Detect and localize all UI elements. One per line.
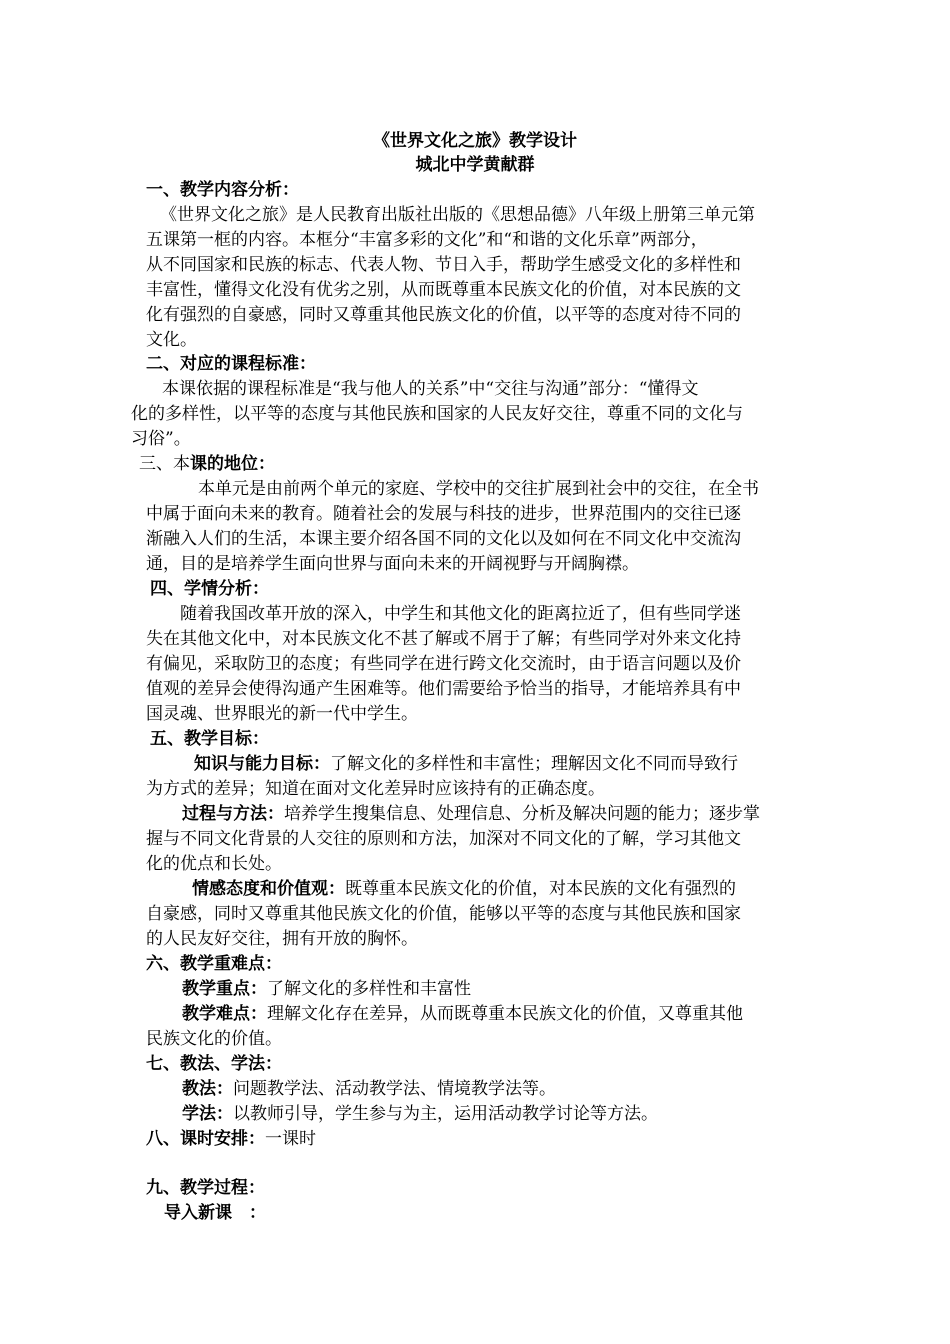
teaching-method-line (182, 1077, 556, 1101)
section-1-heading: 一、教学内容分析： (146, 180, 299, 200)
section-9-subheading: 导入新课 ： (164, 1203, 266, 1223)
section-4-line-5: 国灵魂、世界眼光的新一代中学生。 (146, 704, 418, 724)
section-7-heading: 七、教法、学法： (146, 1054, 282, 1074)
section-2-line-3: 习俗”。 (131, 429, 191, 449)
learning-method-line (182, 1102, 658, 1126)
learning-method-text: 以教师引导，学生参与为主，运用活动教学讨论等方法。 (233, 1104, 658, 1124)
key-point-line (182, 977, 471, 1001)
section-4-line-3: 有偏见，采取防卫的态度；有些同学在进行跨文化交流时，由于语言问题以及价 (146, 654, 741, 674)
document-author: 城北中学黄献群 (415, 155, 535, 175)
section-4-line-1: 随着我国改革开放的深入，中学生和其他文化的距离拉近了，但有些同学迷 (180, 604, 741, 624)
section-4-line-2: 失在其他文化中，对本民族文化不甚了解或不屑于了解；有些同学对外来文化持 (146, 629, 741, 649)
goal-process-line-3: 化的优点和长处。 (146, 854, 282, 874)
document-title: 《世界文化之旅》教学设计 (373, 131, 577, 151)
section-6-heading: 六、教学重难点： (146, 954, 282, 974)
goal-emotion-line-2: 自豪感，同时又尊重其他民族文化的价值，能够以平等的态度与其他民族和国家 (146, 904, 741, 924)
goal-process-line-1 (182, 802, 760, 826)
difficult-point-label: 教学难点： (182, 1004, 267, 1024)
section-1-line-6: 文化。 (146, 330, 197, 350)
goal-knowledge-line-2: 为方式的差异；知道在面对文化差异时应该持有的正确态度。 (146, 779, 605, 799)
section-4-line-4: 值观的差异会使得沟通产生困难等。他们需要给予恰当的指导，才能培养具有中 (146, 679, 741, 699)
learning-method-label: 学法： (182, 1104, 233, 1124)
goal-process-text: 培养学生搜集信息、处理信息、分析及解决问题的能力；逐步掌 (284, 804, 760, 824)
section-4-heading: 四、学情分析： (150, 579, 269, 599)
section-3-heading-prefix: 三、本 (139, 454, 190, 474)
key-point-text: 了解文化的多样性和丰富性 (267, 979, 471, 999)
section-2-line-1: 本课依据的课程标准是“我与他人的关系”中“交往与沟通”部分：“懂得文 (162, 379, 699, 399)
goal-knowledge-text: 了解文化的多样性和丰富性；理解因文化不同而导致行 (330, 754, 738, 774)
goal-process-label: 过程与方法： (182, 804, 284, 824)
section-3-line-2: 中属于面向未来的教育。随着社会的发展与科技的进步，世界范围内的交往已逐 (146, 504, 741, 524)
section-1-line-3: 从不同国家和民族的标志、代表人物、节日入手，帮助学生感受文化的多样性和 (146, 255, 741, 275)
difficult-point-line-1 (182, 1002, 743, 1026)
section-3-line-1: 本单元是由前两个单元的家庭、学校中的交往扩展到社会中的交往，在全书 (198, 479, 759, 499)
section-9-heading: 九、教学过程： (146, 1178, 265, 1198)
key-point-label: 教学重点： (182, 979, 267, 999)
section-8-text: 一课时 (265, 1129, 316, 1149)
section-3-line-3: 渐融入人们的生活，本课主要介绍各国不同的文化以及如何在不同文化中交流沟 (146, 529, 741, 549)
section-3-heading-bold: 课的地位： (190, 454, 275, 474)
section-1-line-4: 丰富性，懂得文化没有优劣之别，从而既尊重本民族文化的价值，对本民族的文 (146, 280, 741, 300)
section-8-heading: 八、课时安排： (146, 1129, 265, 1149)
section-2-line-2: 化的多样性，以平等的态度与其他民族和国家的人民友好交往，尊重不同的文化与 (131, 404, 743, 424)
teaching-method-label: 教法： (182, 1079, 233, 1099)
teaching-method-text: 问题教学法、活动教学法、情境教学法等。 (233, 1079, 556, 1099)
section-3-line-4: 通，目的是培养学生面向世界与面向未来的开阔视野与开阔胸襟。 (146, 554, 639, 574)
section-8-line (146, 1127, 316, 1151)
section-3-heading (139, 452, 275, 476)
goal-knowledge-label: 知识与能力目标： (194, 754, 330, 774)
goal-emotion-line-1 (192, 877, 736, 901)
difficult-point-line-2: 民族文化的价值。 (146, 1029, 282, 1049)
goal-emotion-line-3: 的人民友好交往，拥有开放的胸怀。 (146, 929, 418, 949)
section-1-line-5: 化有强烈的自豪感，同时又尊重其他民族文化的价值，以平等的态度对待不同的 (146, 305, 741, 325)
goal-process-line-2: 握与不同文化背景的人交往的原则和方法，加深对不同文化的了解，学习其他文 (146, 829, 741, 849)
section-1-line-2: 五课第一框的内容。本框分“丰富多彩的文化”和“和谐的文化乐章”两部分， (146, 230, 708, 250)
section-1-line-1: 《世界文化之旅》是人民教育出版社出版的《思想品德》八年级上册第三单元第 (160, 205, 755, 225)
section-5-heading: 五、教学目标： (150, 729, 269, 749)
goal-emotion-text: 既尊重本民族文化的价值，对本民族的文化有强烈的 (345, 879, 736, 899)
section-2-heading: 二、对应的课程标准： (146, 354, 316, 374)
goal-knowledge-line-1 (194, 752, 738, 776)
difficult-point-text: 理解文化存在差异，从而既尊重本民族文化的价值，又尊重其他 (267, 1004, 743, 1024)
goal-emotion-label: 情感态度和价值观： (192, 879, 345, 899)
